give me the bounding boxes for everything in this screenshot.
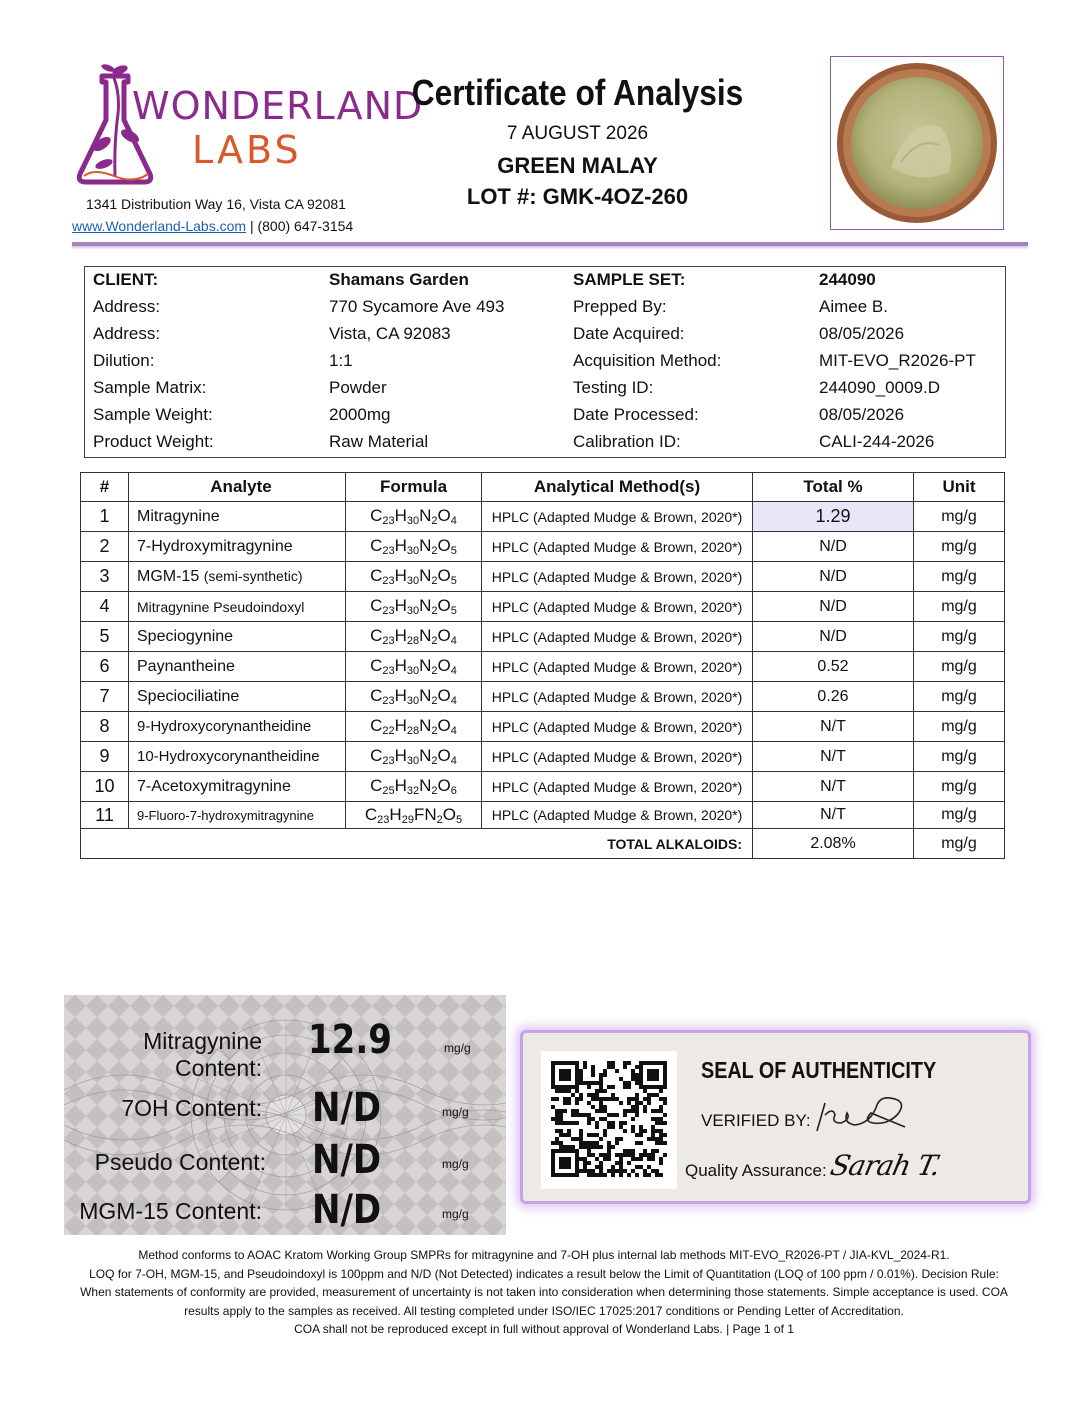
pseudo-content-label: Pseudo Content: [94,1149,266,1175]
seal-title: SEAL OF AUTHENTICITY [701,1057,937,1083]
formula-element: C [370,566,383,585]
formula-cell [346,532,482,562]
footer-line: COA shall not be reproduced except in full without approval of Wonderland Labs. | Page 1 of 1 [294,1322,794,1336]
info-label: Prepped By: [573,297,667,316]
lab-address: 1341 Distribution Way 16, Vista CA 92081 [86,196,346,212]
product-photo [830,56,1004,230]
formula-subscript: 30 [406,695,420,707]
table-row [81,502,1005,532]
verifier-signature [811,1093,911,1137]
formula-element: N [419,506,432,525]
analyte-label: Mitragynine [137,507,220,525]
formula-element: N [419,596,432,615]
qa-signature: Sarah T. [827,1149,943,1182]
powder-bowl-image [831,57,1003,229]
info-row [85,348,1005,375]
qr-code[interactable] [541,1051,677,1189]
formula-element: H [394,686,407,705]
total-percent-cell: 0.26 [753,682,914,712]
formula-subscript: 2 [431,755,438,767]
analyte-label: Speciociliatine [137,687,240,705]
analyte-name [129,622,346,652]
row-number: 9 [81,742,129,772]
footer-line: results apply to the samples as received. All testing completed under ISO/IEC 17025:2017 conditions or Pending Letter of Accreditation. [184,1303,904,1318]
lot-number: LOT #: GMK-4OZ-260 [466,184,689,209]
sample-info-box [84,266,1006,458]
formula-subscript: 29 [401,813,414,826]
column-header: Unit [914,473,1005,502]
column-header: Formula [346,473,482,502]
formula-subscript: 6 [450,785,457,797]
formula-element: O [442,804,456,824]
formula-element: C [370,596,383,615]
row-number: 1 [81,502,129,532]
mgm15-content-value: N/D [312,1187,382,1233]
formula-element: C [370,536,383,555]
info-value: 244090_0009.D [819,378,941,397]
info-row [85,267,1005,294]
formula-subscript: 2 [431,725,438,737]
info-value: 244090 [819,270,876,289]
formula-subscript: 4 [450,515,457,527]
info-label: Sample Matrix: [93,378,207,397]
formula-element: N [419,716,432,735]
formula-subscript: 5 [450,545,457,557]
formula-subscript: 23 [382,695,395,707]
website-link[interactable]: www.Wonderland-Labs.com [72,218,247,234]
formula-subscript: 22 [382,725,395,737]
unit-cell: mg/g [914,682,1005,712]
info-value: MIT-EVO_R2026-PT [819,351,976,370]
formula-cell [346,682,482,712]
method-cell: HPLC (Adapted Mudge & Brown, 2020*) [482,532,753,562]
formula-element: O [437,746,451,765]
table-row [81,622,1005,652]
formula-subscript: 30 [406,545,420,557]
total-percent-cell: N/T [753,742,914,772]
method-cell: HPLC (Adapted Mudge & Brown, 2020*) [482,592,753,622]
formula-subscript: 23 [382,515,395,527]
info-label: Address: [93,297,161,316]
mgm15-content-label: MGM-15 Content: [79,1198,262,1224]
formula-element: H [394,506,407,525]
formula-subscript: 23 [382,545,395,557]
table-row [81,592,1005,622]
total-alkaloids-unit: mg/g [914,829,1005,859]
method-cell: HPLC (Adapted Mudge & Brown, 2020*) [482,682,753,712]
logo-wordmark-line2: LABS [192,128,302,172]
formula-element: H [394,746,407,765]
formula-element: O [437,566,451,585]
formula-subscript: 4 [450,755,457,767]
formula-element: O [437,776,451,795]
analyte-name [129,562,346,592]
info-label: Date Processed: [573,405,699,424]
info-value: 08/05/2026 [819,405,905,424]
info-value: CALI-244-2026 [819,432,935,451]
unit-cell: mg/g [914,622,1005,652]
analyte-table [80,472,1005,859]
formula-cell [346,772,482,802]
formula-subscript: 2 [431,635,438,647]
formula-subscript: 5 [450,575,457,587]
formula-cell [346,802,482,829]
method-cell: HPLC (Adapted Mudge & Brown, 2020*) [482,742,753,772]
pseudo-content-unit: mg/g [442,1157,469,1171]
info-row [85,321,1005,348]
formula-element: H [389,804,402,824]
formula-subscript: 28 [406,635,420,647]
unit-cell: mg/g [914,742,1005,772]
formula-element: H [394,776,407,795]
formula-subscript: 30 [406,515,420,527]
table-row [81,652,1005,682]
info-value: 1:1 [329,351,353,370]
formula-subscript: 30 [406,665,420,677]
method-cell: HPLC (Adapted Mudge & Brown, 2020*) [482,502,753,532]
formula-element: H [394,716,407,735]
row-number: 10 [81,772,129,802]
total-alkaloids-label: TOTAL ALKALOIDS: [81,829,753,859]
formula-subscript: 23 [382,635,395,647]
formula-cell [346,502,482,532]
unit-cell: mg/g [914,802,1005,829]
formula-element: O [437,686,451,705]
analyte-label: 7-Acetoxymitragynine [137,777,291,795]
info-label: Acquisition Method: [573,351,722,370]
formula-subscript: 2 [431,515,438,527]
formula-element: N [424,804,437,824]
info-value: 2000mg [329,405,391,424]
info-label: Date Acquired: [573,324,685,343]
formula-subscript: 30 [406,575,420,587]
formula-element: O [437,626,451,645]
column-header: Analytical Method(s) [482,473,753,502]
pseudo-content-value: N/D [312,1137,382,1183]
table-row [81,562,1005,592]
footer-disclaimer [70,1246,1018,1339]
info-row [85,429,1005,456]
formula-subscript: 23 [382,665,395,677]
mitragynine-content-label: Mitragynine Content: [143,1028,262,1081]
analyte-label: Speciogynine [137,627,234,645]
formula-subscript: 4 [450,695,457,707]
7oh-content-label: 7OH Content: [121,1095,262,1121]
7oh-content-value: N/D [312,1085,382,1131]
formula-element: N [419,746,432,765]
unit-cell: mg/g [914,652,1005,682]
unit-cell: mg/g [914,502,1005,532]
analyte-name [129,712,346,742]
table-row [81,802,1005,829]
analyte-label: 9-Fluoro-7-hydroxymitragynine [137,807,315,823]
row-number: 7 [81,682,129,712]
row-number: 5 [81,622,129,652]
content-summary-panel [64,995,506,1235]
analyte-note: (semi-synthetic) [203,567,303,584]
formula-subscript: 2 [431,665,438,677]
analyte-name [129,532,346,562]
formula-element: O [437,596,451,615]
table-row [81,532,1005,562]
unit-cell: mg/g [914,562,1005,592]
footer-line: When statements of conformity are provided, measurement of uncertainty is not taken into consideration when determining those statements. Simple acceptance is used. COA [80,1285,1008,1299]
info-label: CLIENT: [93,270,159,289]
formula-element: H [394,596,407,615]
method-cell: HPLC (Adapted Mudge & Brown, 2020*) [482,802,753,829]
formula-element: N [419,686,432,705]
formula-subscript: 2 [431,785,438,797]
info-label: Sample Weight: [93,405,213,424]
formula-element: C [370,776,383,795]
row-number: 4 [81,592,129,622]
analyte-label: 9-Hydroxycorynantheidine [137,718,312,735]
column-header: Total % [753,473,914,502]
info-value: Powder [329,378,387,397]
info-label: Product Weight: [93,432,214,451]
total-percent-cell: N/D [753,622,914,652]
product-name: GREEN MALAY [497,153,658,178]
formula-element: O [437,656,451,675]
formula-element: N [419,536,432,555]
info-row [85,375,1005,402]
mitragynine-content-value: 12.9 [308,1017,392,1063]
formula-element: N [419,566,432,585]
document-title: Certificate of Analysis [411,72,744,113]
formula-element: N [419,626,432,645]
info-label: Calibration ID: [573,432,681,451]
column-header: Analyte [129,473,346,502]
total-percent-cell: N/D [753,562,914,592]
7oh-content-unit: mg/g [442,1105,469,1119]
formula-cell [346,562,482,592]
formula-subscript: 25 [382,785,395,797]
phone-number: (800) 647-3154 [257,218,354,234]
table-row [81,772,1005,802]
formula-element: C [364,804,378,824]
analyte-name [129,742,346,772]
formula-element: O [437,716,451,735]
total-percent-cell: N/T [753,712,914,742]
formula-cell [346,652,482,682]
row-number: 2 [81,532,129,562]
formula-subscript: 30 [406,755,420,767]
formula-element: C [370,506,383,525]
formula-element: C [370,716,383,735]
info-value: Raw Material [329,432,429,451]
logo-wordmark-line1: WONDERLAND [132,84,424,128]
analyte-name [129,592,346,622]
formula-subscript: 28 [406,725,420,737]
contact-separator: | [249,218,254,234]
row-number: 6 [81,652,129,682]
info-value: 770 Sycamore Ave 493 [329,297,505,316]
analyte-name [129,772,346,802]
column-header: # [81,473,129,502]
analyte-name [129,502,346,532]
info-row [85,294,1005,321]
formula-subscript: 23 [382,575,395,587]
formula-cell [346,592,482,622]
info-row [85,402,1005,429]
row-number: 11 [81,802,129,829]
formula-element: C [370,656,383,675]
total-percent-cell: N/D [753,592,914,622]
info-value: Vista, CA 92083 [329,324,451,343]
analyte-label: MGM-15 [137,567,200,585]
info-label: Dilution: [93,351,155,370]
formula-element: C [370,626,383,645]
formula-subscript: 4 [450,725,457,737]
formula-subscript: 2 [431,605,438,617]
analyte-name [129,802,346,829]
total-percent-cell: 1.29 [753,502,914,532]
method-cell: HPLC (Adapted Mudge & Brown, 2020*) [482,622,753,652]
formula-subscript: 4 [450,635,457,647]
analyte-name [129,682,346,712]
formula-element: O [437,506,451,525]
method-cell: HPLC (Adapted Mudge & Brown, 2020*) [482,562,753,592]
formula-element: H [394,566,407,585]
formula-element: H [394,536,407,555]
formula-subscript: 32 [406,785,420,797]
formula-element: H [394,656,407,675]
footer-line: Method conforms to AOAC Kratom Working Group SMPRs for mitragynine and 7-OH plus internal lab methods MIT-EVO_R2026-PT / JIA-KVL_2024-R1. [138,1248,950,1262]
info-label: Testing ID: [573,378,654,397]
quality-assurance-label: Quality Assurance: [685,1161,827,1180]
table-row [81,682,1005,712]
info-value: Aimee B. [819,297,888,316]
total-percent-cell: N/T [753,802,914,829]
mitragynine-content-unit: mg/g [444,1041,471,1055]
formula-subscript: 30 [406,605,420,617]
formula-element: C [370,746,383,765]
formula-element: F [413,804,425,824]
verified-by-label: VERIFIED BY: [701,1111,811,1130]
formula-element: H [394,626,407,645]
row-number: 3 [81,562,129,592]
document-date: 7 AUGUST 2026 [506,123,649,144]
lab-contact [72,218,353,234]
formula-subscript: 4 [450,665,457,677]
formula-cell [346,742,482,772]
formula-element: O [437,536,451,555]
row-number: 8 [81,712,129,742]
analyte-label: 7-Hydroxymitragynine [137,537,293,555]
analyte-label: Paynantheine [137,657,235,675]
qr-code-icon [541,1051,677,1189]
method-cell: HPLC (Adapted Mudge & Brown, 2020*) [482,712,753,742]
info-value: 08/05/2026 [819,324,905,343]
formula-subscript: 2 [431,695,438,707]
unit-cell: mg/g [914,592,1005,622]
analyte-name [129,652,346,682]
formula-subscript: 23 [382,605,395,617]
formula-cell [346,712,482,742]
info-label: SAMPLE SET: [573,270,686,289]
total-row [81,829,1005,859]
formula-subscript: 2 [436,813,443,826]
formula-element: N [419,656,432,675]
table-row [81,712,1005,742]
table-row [81,742,1005,772]
analyte-label: Mitragynine Pseudoindoxyl [137,598,305,615]
method-cell: HPLC (Adapted Mudge & Brown, 2020*) [482,772,753,802]
formula-cell [346,622,482,652]
total-percent-cell: N/T [753,772,914,802]
formula-element: C [370,686,383,705]
formula-element: N [419,776,432,795]
unit-cell: mg/g [914,712,1005,742]
table-header-row [81,473,1005,502]
analyte-label: 10-Hydroxycorynantheidine [137,748,320,765]
total-percent-cell: 0.52 [753,652,914,682]
info-value: Shamans Garden [329,270,469,289]
footer-line: LOQ for 7-OH, MGM-15, and Pseudoindoxyl is 100ppm and N/D (Not Detected) indicates a result below the Limit of Quantitation (LOQ of 100 ppm / 0.01%). Decision Rule: [89,1266,999,1281]
unit-cell: mg/g [914,532,1005,562]
seal-of-authenticity [520,1030,1031,1204]
formula-subscript: 23 [382,755,395,767]
mgm15-content-unit: mg/g [442,1207,469,1221]
formula-subscript: 5 [455,813,463,826]
unit-cell: mg/g [914,772,1005,802]
method-cell: HPLC (Adapted Mudge & Brown, 2020*) [482,652,753,682]
header-divider [72,242,1028,246]
formula-subscript: 5 [450,605,457,617]
total-alkaloids-value: 2.08% [753,829,914,859]
total-percent-cell: N/D [753,532,914,562]
formula-subscript: 2 [431,575,438,587]
formula-subscript: 23 [377,813,390,826]
formula-subscript: 2 [431,545,438,557]
info-label: Address: [93,324,161,343]
